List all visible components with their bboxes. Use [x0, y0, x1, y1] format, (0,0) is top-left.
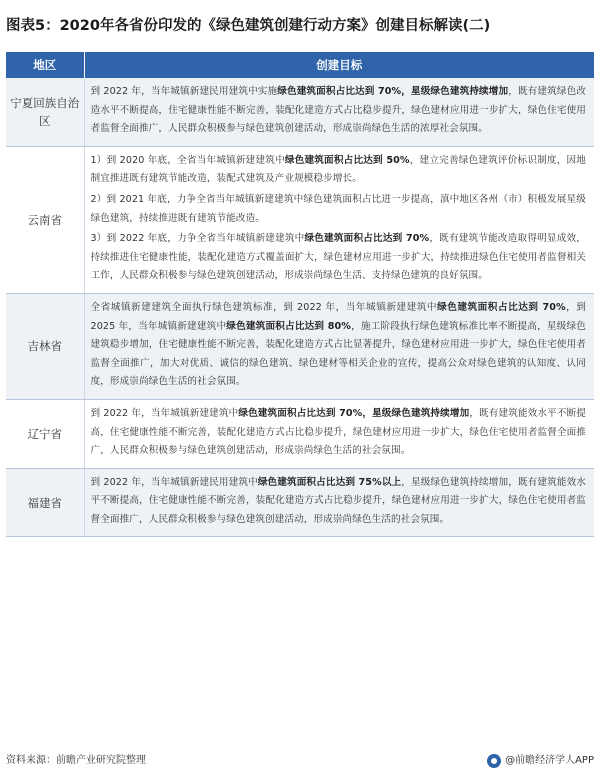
goal-text: 3）到 2022 年底，力争全省当年城镇新建建筑中 — [90, 233, 305, 245]
region-cell: 宁夏回族自治区 — [6, 78, 84, 146]
goal-text: 全省城镇新建建筑全面执行绿色建筑标准，到 2022 年，当年城镇新建建筑中 — [90, 301, 438, 313]
region-cell: 辽宁省 — [6, 399, 84, 468]
goal-highlight: 绿色建筑面积占比达到 80% — [226, 320, 351, 332]
goal-text: ，既有建筑能效水平不断提高，住宅健康性能不断完善，装配化建造方式占比稳步提升，绿色建材应用进一步扩大，绿色住宅使用者监督全面推广，人民群众积极参与绿色建筑创建活动，形成崇尚绿色生活的社会氛围。 — [90, 407, 586, 457]
table-row — [6, 146, 594, 293]
goal-highlight: 绿色建筑面积占比达到 70%，星级绿色建筑持续增加 — [238, 407, 470, 419]
goal-text: ，施工阶段执行绿色建筑标准比率不断提高，星级绿色建筑稳步增加，住宅健康性能不断完善，装配化建造方式占比显著提升，绿色建材应用进一步扩大，绿色住宅使用者监督全面推广，加大对优质、诚信的绿色建筑、绿色建材等相关企业的宣传，提高公众对绿色建筑的认知度、认同度，形成崇尚绿色生活的社会氛围。 — [90, 320, 586, 388]
table-row — [6, 399, 594, 468]
region-cell: 云南省 — [6, 146, 84, 293]
figure-title: 图表5：2020年各省份印发的《绿色建筑创建行动方案》创建目标解读(二) — [6, 18, 491, 34]
header-region: 地区 — [6, 52, 84, 78]
goal-text: 到 2022 年，当年城镇新建民用建筑中 — [90, 476, 258, 488]
brand-mark — [487, 750, 594, 772]
goal-highlight: 绿色建筑面积占比达到 70% — [304, 233, 430, 245]
goal-text: ，到 2025 年，当年城镇新建建筑中 — [90, 301, 586, 332]
brand-text: @前瞻经济学人APP — [505, 755, 594, 766]
goal-cell — [84, 293, 594, 399]
goal-text: ，星级绿色建筑持续增加，既有建筑能效水平不断提高，住宅健康性能不断完善，装配化建造方式占比稳步提升，绿色建材应用进一步扩大，绿色住宅使用者监督全面推广，人民群众积极参与绿色建筑创建活动，形成崇尚绿色生活的社会氛围。 — [90, 476, 586, 525]
goal-text: 1）到 2020 年底，全省当年城镇新建建筑中 — [90, 154, 285, 166]
brand-logo-icon — [487, 754, 501, 768]
goals-table — [6, 52, 594, 537]
header-goal: 创建目标 — [84, 52, 594, 78]
footer — [6, 750, 594, 772]
region-cell: 吉林省 — [6, 293, 84, 399]
goal-paragraph — [91, 405, 587, 461]
table-header-row — [6, 52, 594, 78]
goal-text: 到 2022 年，当年城镇新建建筑中 — [90, 407, 239, 419]
goal-paragraph — [91, 230, 587, 286]
goal-text: ，既有建筑绿色改造水平不断提高，住宅健康性能不断完善，装配化建造方式占比稳步提升，绿色建材应用进一步扩大，绿色住宅使用者监督全面推广，人民群众积极参与绿色建筑创建活动，形成崇尚绿色生活的浓厚社会氛围。 — [90, 86, 586, 135]
goal-text: 2）到 2021 年底，力争全省当年城镇新建建筑中绿色建筑面积占比进一步提高，滇中地区各州（市）积极发展星级绿色建筑，持续推进既有建筑节能改造。 — [90, 193, 586, 224]
goal-paragraph — [91, 191, 587, 228]
table-row — [6, 293, 594, 399]
goal-cell — [84, 146, 594, 293]
goal-text: ，既有建筑节能改造取得明显成效，持续推进住宅健康性能，装配化建造方式覆盖面扩大，绿色建材应用进一步扩大，持续推进绿色住宅使用者监督相关工作，人民群众积极参与绿色建筑创建活动，形成崇尚绿色生活、支持绿色建筑的良好氛围。 — [90, 233, 586, 282]
goal-paragraph — [91, 299, 587, 392]
table-body — [6, 78, 594, 537]
source-note: 资料来源：前瞻产业研究院整理 — [6, 755, 146, 766]
table-row — [6, 78, 594, 146]
table-row — [6, 468, 594, 537]
goal-highlight: 绿色建筑面积占比达到 70%，星级绿色建筑持续增加 — [277, 86, 509, 97]
goal-cell — [84, 78, 594, 146]
goal-paragraph — [91, 474, 587, 530]
goal-paragraph — [91, 83, 587, 139]
goal-highlight: 绿色建筑面积占比达到 70% — [437, 301, 566, 313]
goal-text: 到 2022 年，当年城镇新建民用建筑中实施 — [90, 86, 278, 97]
region-cell: 福建省 — [6, 468, 84, 537]
goal-cell — [84, 468, 594, 537]
goal-highlight: 绿色建筑面积占比达到 75%以上 — [257, 476, 402, 488]
goal-highlight: 绿色建筑面积占比达到 50% — [284, 154, 410, 166]
goal-text: ，建立完善绿色建筑评价标识制度，因地制宜推进既有建筑节能改造，装配式建筑及产业规模稳步增长。 — [90, 154, 586, 185]
goal-cell — [84, 399, 594, 468]
goal-paragraph — [91, 152, 587, 189]
